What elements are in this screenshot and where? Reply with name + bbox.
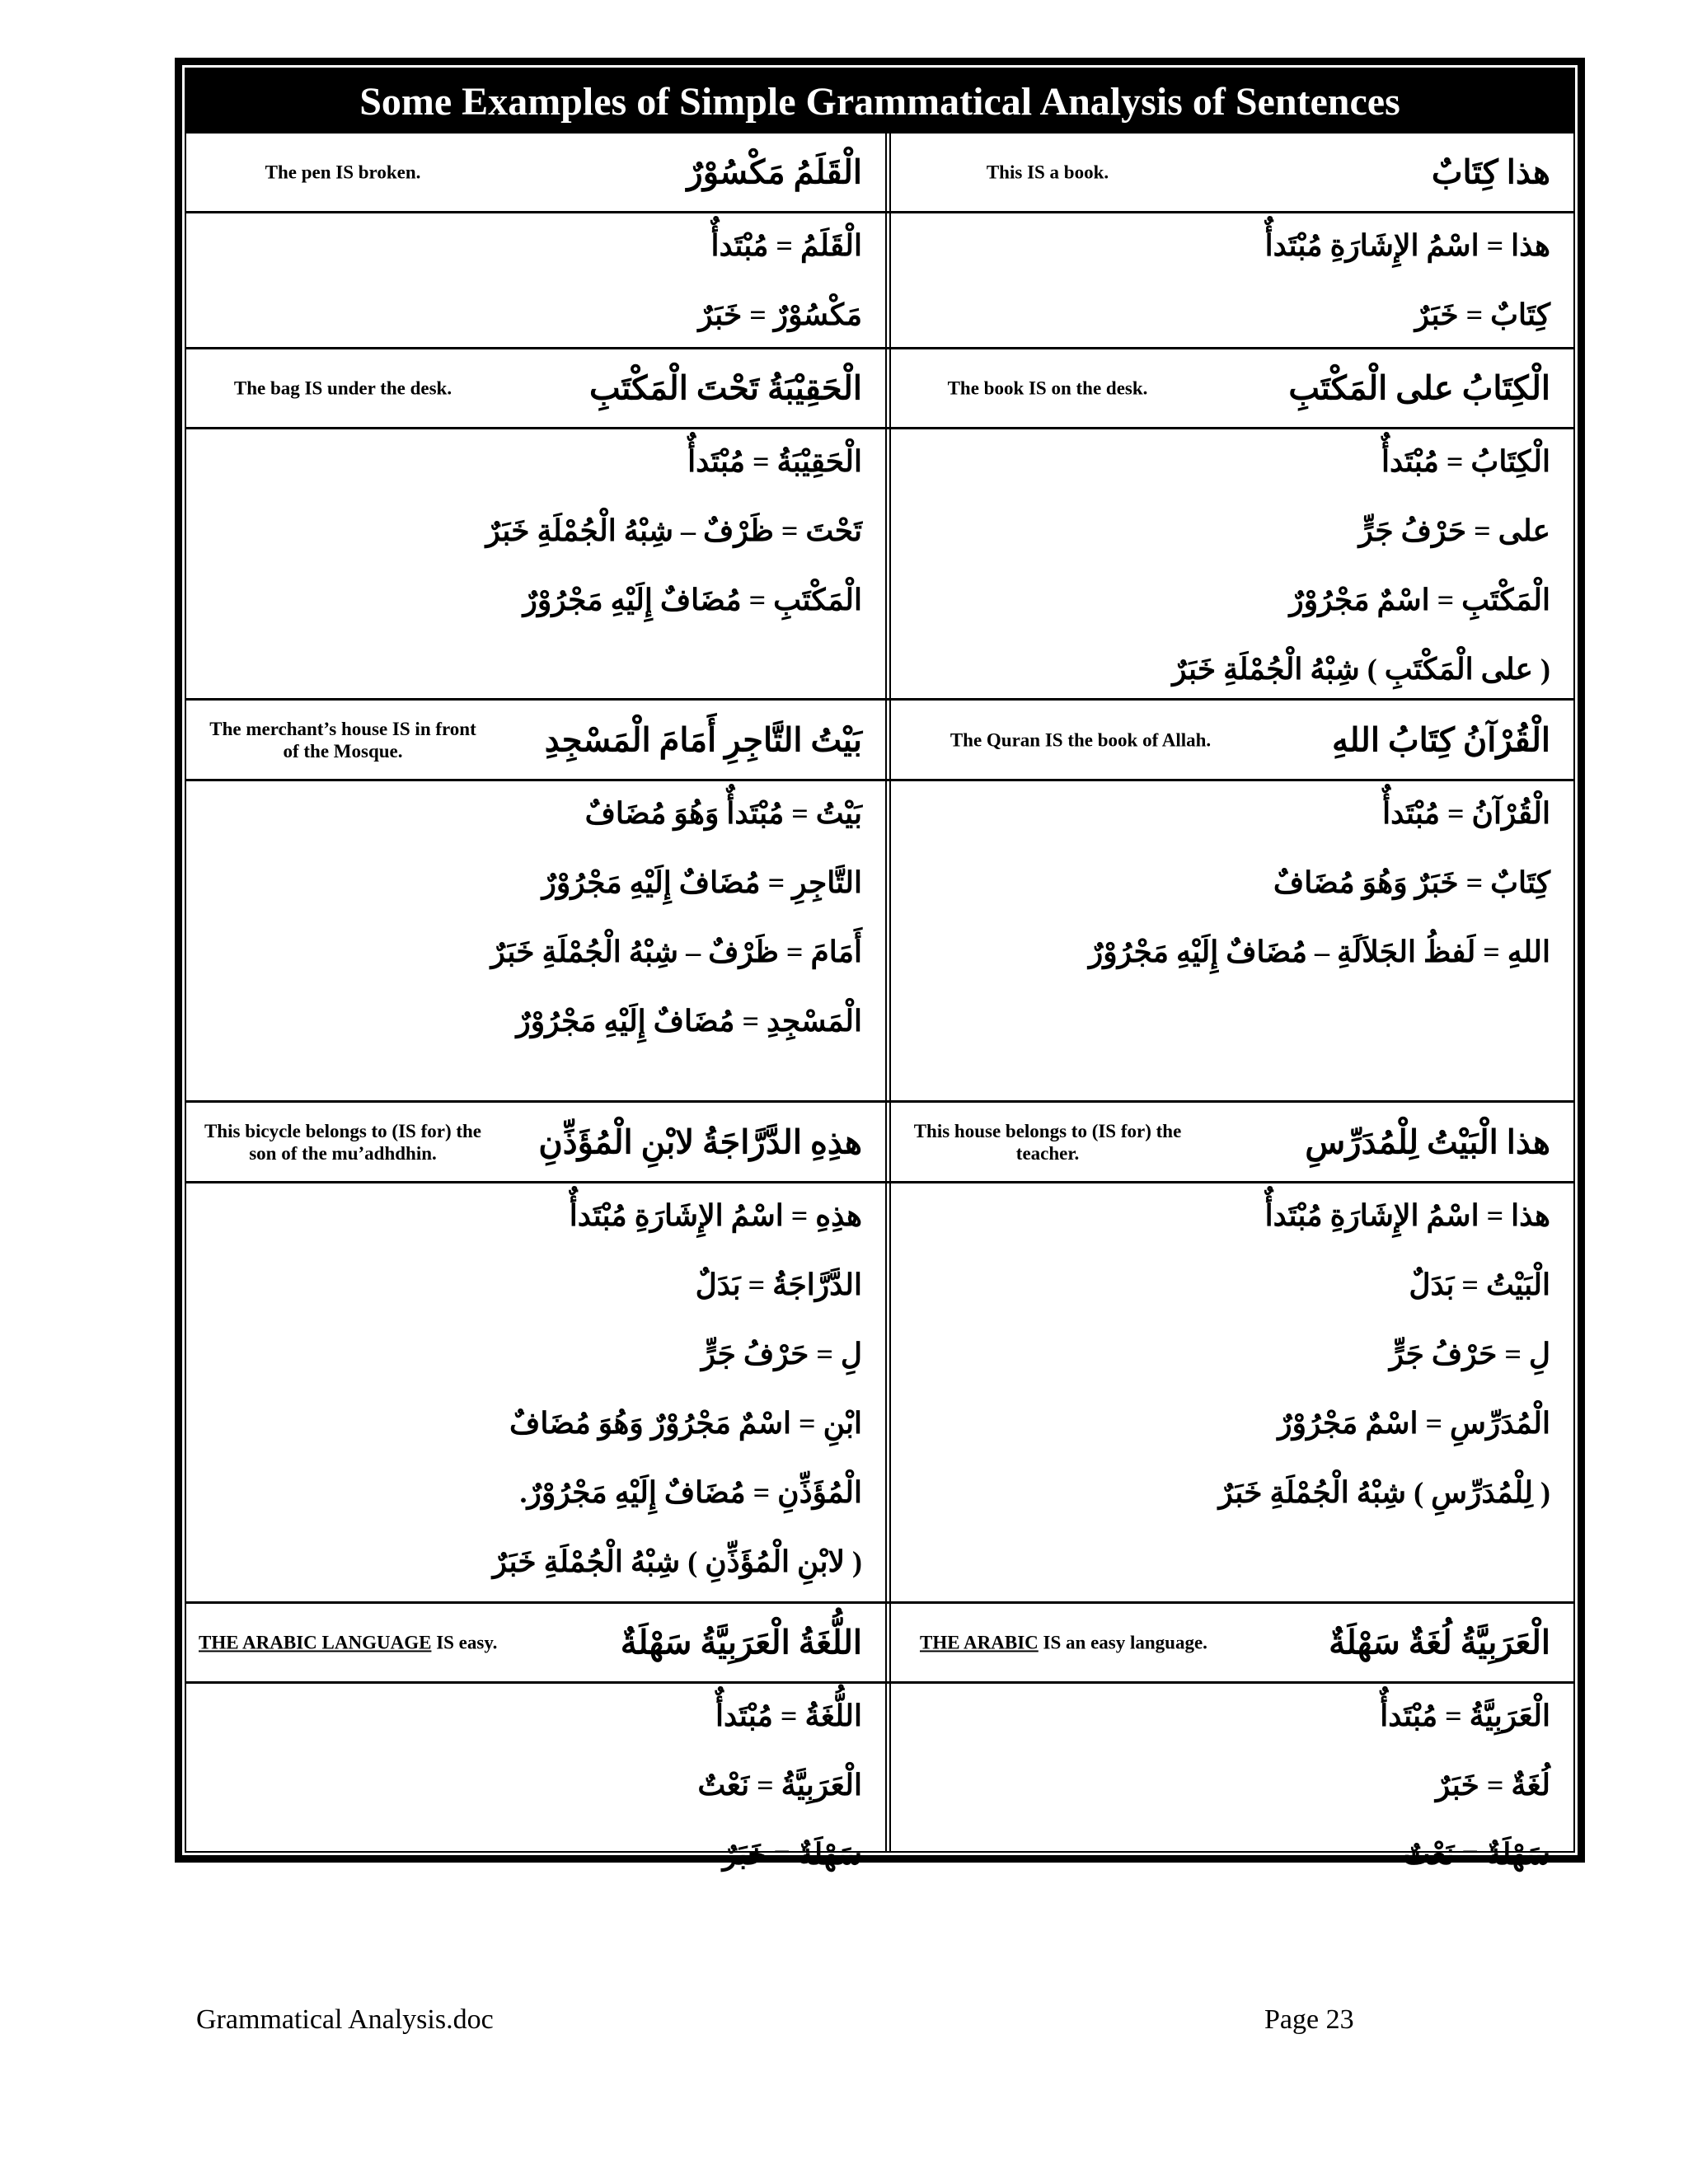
arabic-sentence: هذا الْبَيْتُ لِلْمُدَرِّسِ xyxy=(1305,1123,1550,1160)
table-inner-border xyxy=(185,68,1575,1871)
analysis-line: تَحْتَ = ظَرْفٌ – شِبْهُ الْجُمْلَةِ خَبَرٌ xyxy=(485,514,862,547)
arabic-sentence: الْحَقِيْبَةُ تَحْتَ الْمَكْتَبِ xyxy=(588,369,862,407)
analysis-line: ( على الْمَكْتَبِ ) شِبْهُ الْجُمْلَةِ خَبَرٌ xyxy=(1172,653,1550,686)
block-5-left-header xyxy=(186,1604,885,1681)
block-5-analysis-row xyxy=(186,1681,1573,1871)
analysis-line: الْبَيْتُ = بَدَلٌ xyxy=(1409,1268,1550,1301)
analysis-line: ( لِلْمُدَرِّسِ ) شِبْهُ الْجُمْلَةِ خَبَرٌ xyxy=(1218,1476,1550,1509)
analysis-line: ابْنِ = اسْمٌ مَجْرُوْرٌ وَهُوَ مُضَافٌ xyxy=(509,1407,862,1440)
analysis-line: لُغَةٌ = خَبَرٌ xyxy=(1435,1769,1550,1802)
arabic-sentence: الْقَلَمُ مَكْسُوْرٌ xyxy=(687,153,862,191)
block-4-header-row xyxy=(186,1100,1573,1181)
block-4-left-header xyxy=(186,1103,885,1181)
block-5-left-analysis xyxy=(186,1684,885,1871)
analysis-line: بَيْتُ = مُبْتَدأٌ وَهُوَ مُضَافٌ xyxy=(584,797,862,830)
block-4-right-header xyxy=(891,1103,1573,1181)
analysis-line: لِ = حَرْفُ جَرٍّ xyxy=(701,1338,862,1371)
arabic-sentence: هذِهِ الدَّرَّاجَةُ لابْنِ الْمُؤَذِّنِ xyxy=(538,1123,862,1160)
block-5-right-header xyxy=(891,1604,1573,1681)
analysis-line: الْقَلَمُ = مُبْتَدأٌ xyxy=(710,229,862,262)
analysis-line: على = حَرْفُ جَرٍّ xyxy=(1358,514,1550,547)
block-1-right-analysis xyxy=(891,213,1573,347)
analysis-line: سَهْلَةٌ = خَبَرٌ xyxy=(722,1838,862,1871)
english-translation: This IS a book. xyxy=(986,162,1109,183)
analysis-line: الْمَكْتَبِ = مُضَافٌ إِلَيْهِ مَجْرُوْرٌ xyxy=(523,583,862,616)
table-title: Some Examples of Simple Grammatical Analysis of Sentences xyxy=(186,69,1573,131)
english-translation xyxy=(199,1632,553,1654)
block-3-right-analysis xyxy=(891,781,1573,1100)
block-1-analysis-row xyxy=(186,211,1573,347)
block-2-right-header xyxy=(891,349,1573,427)
block-2-left-header xyxy=(186,349,885,427)
english-translation: This house belongs to (IS for) the teacher. xyxy=(913,1120,1182,1164)
analysis-line: التَّاجِرِ = مُضَافٌ إِلَيْهِ مَجْرُوْرٌ xyxy=(542,866,862,899)
analysis-line: الْعَرَبِيَّةُ = مُبْتَدأٌ xyxy=(1380,1699,1550,1732)
column-divider xyxy=(885,131,891,1851)
analysis-line: أَمَامَ = ظَرْفٌ – شِبْهُ الْجُمْلَةِ خَبَرٌ xyxy=(490,935,862,968)
block-4-left-analysis xyxy=(186,1183,885,1601)
block-2-header-row xyxy=(186,347,1573,427)
arabic-sentence: الْكِتَابُ على الْمَكْتَبِ xyxy=(1288,369,1550,407)
analysis-line: الْمَكْتَبِ = اسْمٌ مَجْرُوْرٌ xyxy=(1289,583,1550,616)
analysis-line: الْمُدَرِّسِ = اسْمٌ مَجْرُوْرٌ xyxy=(1278,1407,1550,1440)
block-1-left-header xyxy=(186,134,885,211)
english-translation xyxy=(920,1632,1274,1654)
english-translation: This bicycle belongs to (IS for) the son of the mu’adhdhin. xyxy=(204,1120,482,1164)
footer-filename: Grammatical Analysis.doc xyxy=(196,2004,494,2035)
block-5-right-analysis xyxy=(891,1684,1573,1871)
analysis-line: كِتَابٌ = خَبَرٌ وَهُوَ مُضَافٌ xyxy=(1273,866,1550,899)
analysis-line: الْحَقِيْبَةُ = مُبْتَدأٌ xyxy=(687,445,862,478)
analysis-line: هذا = اسْمُ الإِشَارَةِ مُبْتَدأٌ xyxy=(1264,229,1550,262)
block-3-analysis-row xyxy=(186,779,1573,1100)
english-translation: The Quran IS the book of Allah. xyxy=(950,729,1212,750)
analysis-line: الْمَسْجِدِ = مُضَافٌ إِلَيْهِ مَجْرُوْرٌ xyxy=(516,1005,862,1038)
english-translation: The pen IS broken. xyxy=(265,162,421,183)
arabic-sentence: بَيْتُ التَّاجِرِ أَمَامَ الْمَسْجِدِ xyxy=(544,721,862,758)
analysis-line: ( لابْنِ الْمُؤَذِّنِ ) شِبْهُ الْجُمْلَةِ خَبَرٌ xyxy=(492,1545,862,1578)
analysis-line: هذِهِ = اسْمُ الإِشَارَةِ مُبْتَدأٌ xyxy=(569,1199,862,1232)
english-underlined-subject: THE ARABIC LANGUAGE xyxy=(199,1632,432,1653)
analysis-line: هذا = اسْمُ الإِشَارَةِ مُبْتَدأٌ xyxy=(1264,1199,1550,1232)
english-translation: The merchant’s house IS in front of the Mosque. xyxy=(209,718,476,762)
analysis-line: اللهِ = لَفظُ الجَلاَلَةِ – مُضَافٌ إِلَيْهِ مَجْرُوْرٌ xyxy=(1088,935,1550,968)
english-translation: The bag IS under the desk. xyxy=(233,377,452,399)
block-1-right-header xyxy=(891,134,1573,211)
analysis-line: الدَّرَّاجَةُ = بَدَلٌ xyxy=(695,1268,862,1301)
english-predicate: IS an easy language. xyxy=(1038,1632,1207,1653)
analysis-line: مَكْسُوْرٌ = خَبَرٌ xyxy=(698,298,862,331)
english-translation: The book IS on the desk. xyxy=(947,377,1148,399)
block-2-analysis-row xyxy=(186,427,1573,698)
analysis-table xyxy=(175,58,1585,1871)
block-1-header-row xyxy=(186,131,1573,211)
english-underlined-subject: THE ARABIC xyxy=(920,1632,1039,1653)
block-3-left-analysis xyxy=(186,781,885,1100)
block-4-analysis-row xyxy=(186,1181,1573,1601)
block-2-right-analysis xyxy=(891,429,1573,698)
analysis-line: الْمُؤَذِّنِ = مُضَافٌ إِلَيْهِ مَجْرُوْرٌ. xyxy=(519,1476,862,1509)
block-3-right-header xyxy=(891,701,1573,779)
analysis-line: كِتَابٌ = خَبَرٌ xyxy=(1414,298,1550,331)
analysis-line: سَهْلَةٌ = نَعْتٌ xyxy=(1402,1838,1550,1871)
english-predicate: IS easy. xyxy=(431,1632,498,1653)
arabic-sentence: الْقُرْآنُ كِتَابُ اللهِ xyxy=(1331,721,1550,758)
arabic-sentence: هذا كِتَابٌ xyxy=(1431,153,1550,191)
analysis-line: اللُّغَةُ = مُبْتَدأٌ xyxy=(715,1699,862,1732)
arabic-sentence: الْعَرَبِيَّةُ لُغَةٌ سَهْلَةٌ xyxy=(1329,1624,1550,1661)
analysis-line: الْقُرْآنُ = مُبْتَدأٌ xyxy=(1382,797,1550,830)
arabic-sentence: اللُّغَةُ الْعَرَبِيَّةُ سَهْلَةٌ xyxy=(620,1624,862,1661)
block-3-header-row xyxy=(186,698,1573,779)
block-5-header-row xyxy=(186,1601,1573,1681)
footer-page-number: Page 23 xyxy=(1264,2004,1354,2035)
analysis-line: لِ = حَرْفُ جَرٍّ xyxy=(1389,1338,1550,1371)
block-1-left-analysis xyxy=(186,213,885,347)
analysis-line: الْكِتَابُ = مُبْتَدأٌ xyxy=(1381,445,1550,478)
analysis-line: الْعَرَبِيَّةُ = نَعْتٌ xyxy=(697,1769,862,1802)
block-3-left-header xyxy=(186,701,885,779)
block-2-left-analysis xyxy=(186,429,885,698)
block-4-right-analysis xyxy=(891,1183,1573,1601)
